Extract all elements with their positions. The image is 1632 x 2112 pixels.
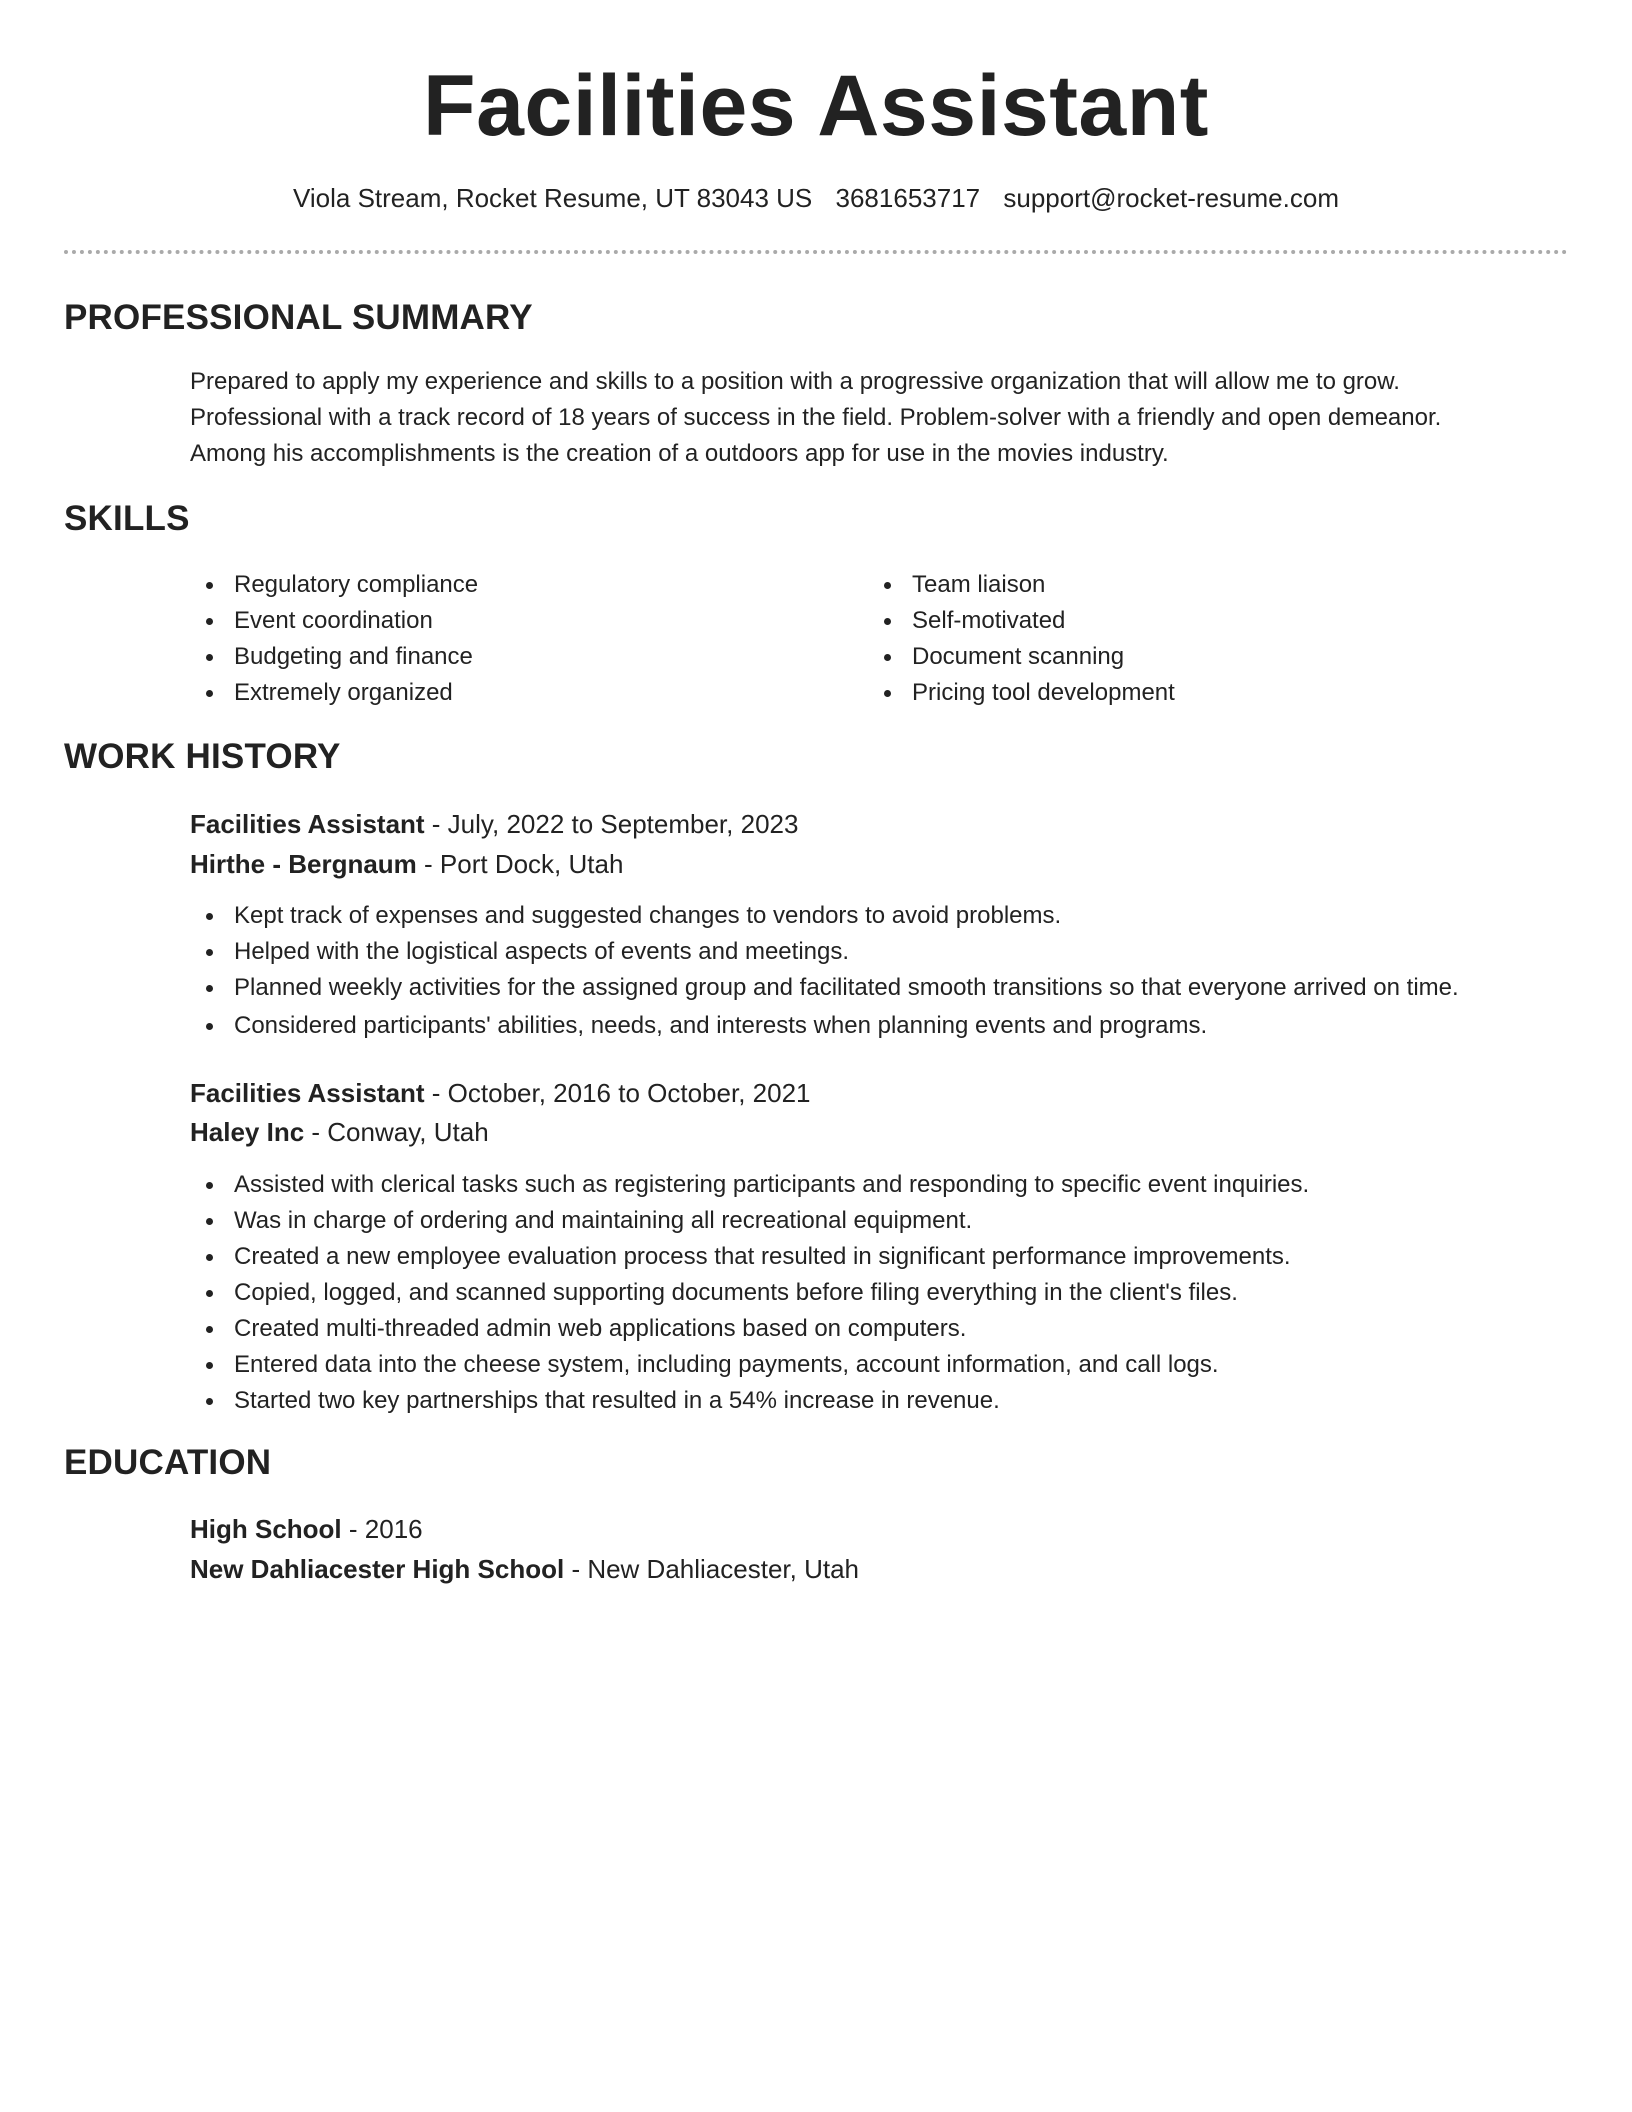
- skill-item: Regulatory compliance: [190, 567, 790, 603]
- job-title: Facilities Assistant: [190, 809, 425, 839]
- job-duty: Assisted with clerical tasks such as registering participants and responding to specific event inquiries.: [190, 1167, 1590, 1203]
- skills-column-left: [190, 567, 790, 711]
- job-duties: [190, 898, 1590, 1044]
- job-title-line: [190, 806, 798, 842]
- skills-heading: SKILLS: [64, 499, 190, 538]
- summary-line: Professional with a track record of 18 years of success in the field. Problem-solver with a friendly and open demeanor.: [190, 404, 1442, 431]
- job-duty: Created a new employee evaluation process that resulted in significant performance improvements.: [190, 1239, 1590, 1275]
- education-degree-line: [190, 1511, 423, 1547]
- contact-phone: 3681653717: [835, 183, 981, 213]
- skill-item: Pricing tool development: [868, 675, 1468, 711]
- job-duty: Helped with the logistical aspects of events and meetings.: [190, 934, 1590, 970]
- skill-item: Self-motivated: [868, 603, 1468, 639]
- skill-item: Budgeting and finance: [190, 639, 790, 675]
- job-company-line: [190, 846, 623, 882]
- summary-text: [190, 364, 1560, 472]
- job-company: Haley Inc: [190, 1117, 305, 1147]
- job-duty: Copied, logged, and scanned supporting documents before filing everything in the client's files.: [190, 1275, 1590, 1311]
- education-year: - 2016: [341, 1514, 423, 1544]
- summary-line: Prepared to apply my experience and skills to a position with a progressive organization that will allow me to grow.: [190, 368, 1400, 395]
- job-duty: Planned weekly activities for the assigned group and facilitated smooth transitions so that everyone arrived on time.: [190, 970, 1590, 1006]
- contact-line: [64, 180, 1568, 216]
- skill-item: Document scanning: [868, 639, 1468, 675]
- education-location: - New Dahliacester, Utah: [564, 1554, 860, 1584]
- header-divider: [64, 250, 1568, 254]
- education-heading: EDUCATION: [64, 1443, 272, 1482]
- job-duty: Was in charge of ordering and maintaining all recreational equipment.: [190, 1203, 1590, 1239]
- education-school-line: [190, 1551, 859, 1587]
- skills-column-right: [868, 567, 1468, 711]
- education-degree: High School: [190, 1514, 342, 1544]
- job-company-line: [190, 1114, 489, 1150]
- job-company: Hirthe - Bergnaum: [190, 849, 417, 879]
- job-location: - Port Dock, Utah: [416, 849, 624, 879]
- job-title-line: [190, 1075, 811, 1111]
- job-dates: - July, 2022 to September, 2023: [424, 809, 799, 839]
- job-location: - Conway, Utah: [304, 1117, 489, 1147]
- contact-email: support@rocket-resume.com: [1003, 183, 1339, 213]
- job-dates: - October, 2016 to October, 2021: [424, 1078, 811, 1108]
- job-duty: Started two key partnerships that resulted in a 54% increase in revenue.: [190, 1383, 1590, 1419]
- job-title: Facilities Assistant: [190, 1078, 425, 1108]
- skill-item: Extremely organized: [190, 675, 790, 711]
- education-school: New Dahliacester High School: [190, 1554, 565, 1584]
- contact-address: Viola Stream, Rocket Resume, UT 83043 US: [293, 183, 813, 213]
- job-duty: Kept track of expenses and suggested changes to vendors to avoid problems.: [190, 898, 1590, 934]
- job-duty: Entered data into the cheese system, including payments, account information, and call logs.: [190, 1347, 1590, 1383]
- summary-heading: PROFESSIONAL SUMMARY: [64, 298, 533, 337]
- skill-item: Event coordination: [190, 603, 790, 639]
- summary-line: Among his accomplishments is the creation of a outdoors app for use in the movies industry.: [190, 440, 1169, 467]
- job-duty: Created multi-threaded admin web applications based on computers.: [190, 1311, 1590, 1347]
- job-duty: Considered participants' abilities, needs, and interests when planning events and programs.: [190, 1008, 1590, 1044]
- work-heading: WORK HISTORY: [64, 737, 341, 776]
- skill-item: Team liaison: [868, 567, 1468, 603]
- resume-title: Facilities Assistant: [423, 58, 1209, 154]
- job-duties: [190, 1167, 1590, 1419]
